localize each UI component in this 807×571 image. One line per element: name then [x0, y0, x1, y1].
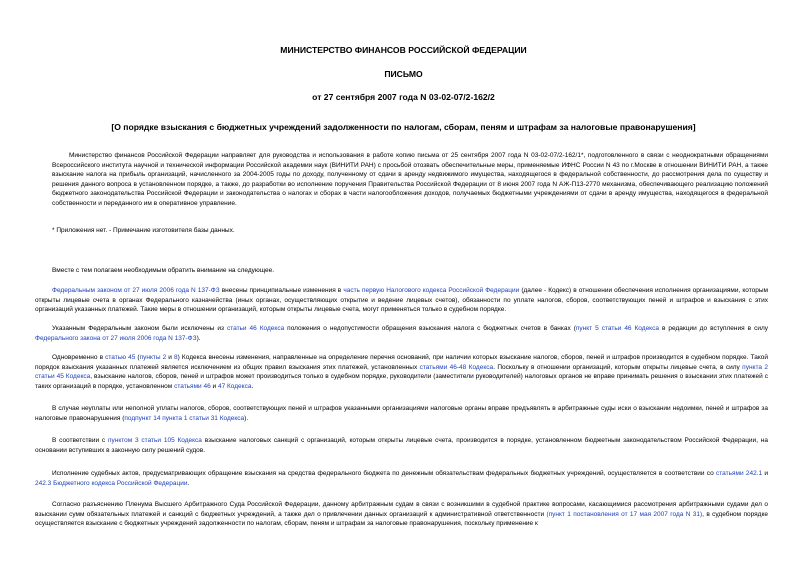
text: Указанным Федеральным законом были исключены из	[52, 325, 227, 332]
text: (далее - Кодекс) в отношении обеспечения исполнения организациями, которым открыты лицевые счета в органах Федерального казначейства (иных органах, осуществляющих открытие и ведение лицевых счетов), обязанности по уплате налогов, сборов, соответствующих пеней и штрафов и взыскания с этих организаций указанных платежей. Такие меры в отношении организаций, которым открыты лицевые счета, могут применяться только в судебном порядке.	[35, 287, 769, 313]
text: .	[187, 479, 190, 487]
link-article-242-1[interactable]: статьями 242.1	[715, 470, 763, 477]
link-federal-law-137[interactable]: Федерального закона от 27 июля 2006 года N 137-ФЗ	[35, 334, 197, 342]
ministry-title: МИНИСТЕРСТВО ФИНАНСОВ РОССИЙСКОЙ ФЕДЕРАЦИИ	[280, 45, 527, 55]
link-article-45[interactable]: статью 45	[105, 354, 136, 361]
doc-date-number: от 27 сентября 2007 года N 03-02-07/2-162/2	[312, 92, 495, 102]
text: (	[135, 354, 140, 361]
link-articles-46-48[interactable]: статьями 46-48 Кодекса	[419, 363, 494, 371]
text: и	[762, 470, 769, 477]
link-article-45-point-2[interactable]: пункта 2 статьи 45 Кодекса	[35, 363, 768, 380]
paragraph-budget-code	[35, 469, 768, 488]
paragraph-lawsuits	[35, 404, 768, 423]
text: .	[251, 382, 254, 390]
link-article-46[interactable]: статьи 46 Кодекса	[226, 325, 285, 332]
paragraph-plenum	[35, 500, 768, 529]
text: , взыскание налогов, сборов, пеней и штрафов может производиться только в судебном порядке, руководители (заместители руководителей) налоговых органов не вправе принимать решения о взыскании этих платежей с таких организаций в порядке, установленном	[35, 373, 768, 390]
paragraph-attention: Вместе с тем полагаем необходимым обратить внимание на следующее.	[52, 267, 275, 274]
doc-subject: [О порядке взыскания с бюджетных учреждений задолженности по налогам, сборам, пеням и штрафам за налоговые правонарушения]	[111, 122, 696, 132]
footnote: * Приложения нет. - Примечание изготовителя базы данных.	[52, 227, 235, 234]
link-article-47[interactable]: 47 Кодекса	[217, 382, 252, 390]
text: взыскание налоговых санкций с организаций, которым открыты лицевые счета, производится в порядке, установленном бюджетным законодательством Российской Федерации, на основании вступивших в законную силу решений судов.	[35, 437, 768, 454]
text: ).	[196, 334, 201, 342]
text: Согласно разъяснению Пленума Высшего Арбитражного Суда Российской Федерации, данному арбитражным судам в связи с возникшими в судебной практике вопросами, касающимися рассмотрения арбитражными судами дел о взыскании сумм обязательных платежей и санкций с бюджетных учреждений, а также дел о привлечении данных организаций к административной ответственности	[35, 501, 768, 518]
paragraph-federal-law	[35, 286, 768, 315]
text: и	[210, 382, 218, 390]
text: внесены принципиальные изменения в	[219, 287, 344, 294]
text: Исполнение судебных актов, предусматривающих обращение взыскания на средства федерального бюджета по денежным обязательствам федеральных бюджетных учреждений, осуществляется в соответствии со	[52, 470, 716, 477]
paragraph-article-46	[35, 324, 768, 343]
text: положения о недопустимости обращения взыскания налога с бюджетных счетов в банках (	[284, 325, 576, 332]
link-point-8[interactable]: 8	[174, 354, 178, 361]
doc-type: ПИСЬМО	[384, 69, 423, 79]
link-points-2[interactable]: пункты 2	[139, 354, 167, 361]
text: и	[166, 354, 175, 361]
text: ).	[244, 414, 249, 422]
link-article-31[interactable]: подпункт 14 пункта 1 статьи 31 Кодекса	[124, 414, 245, 422]
paragraph-article-105	[35, 436, 768, 455]
link-resolution-31[interactable]: (пункт 1 постановления от 17 мая 2007 года N 31)	[546, 510, 703, 518]
link-article-105[interactable]: пунктом 3 статьи 105 Кодекса	[107, 437, 202, 444]
link-article-46[interactable]: статьями 46	[174, 382, 211, 390]
link-budget-code[interactable]: 242.3 Бюджетного кодекса Российской Федерации	[35, 479, 188, 487]
paragraph-intro: Министерство финансов Российской Федерации направляет для руководства и использования в работе копию письма от 25 сентября 2007 года N 03-02-07/2-162/1*, подготовленного в связи с неоднократными обращениями Всероссийского института научной и технической информации Российской академии наук (ВИНИТИ РАН) с просьбой отозвать обеспечительные меры, применяемые ИФНС России N 43 по г.Москве в отношении ВИНИТИ РАН, а также взыскание налога на прибыль организаций, начисленного за 2004-2005 годы по доходу, полученному от сдачи в аренду недвижимого имущества, находящегося в федеральной собственности, до рассмотрения дела по существу и решения данного вопроса в установленном порядке, а также, до разработки во исполнение поручения Правительства Российской Федерации от 8 июня 2007 года N АЖ-П13-2770 механизма, обеспечивающего реализацию положений бюджетного законодательства Российской Федерации и законодательства о налогах и сборах в части налогообложения доходов, получаемых бюджетными учреждениями от сдачи в аренду имущества, находящегося в федеральной собственности и переданного им в оперативное управление.	[52, 152, 768, 207]
text: в редакции до вступления в силу	[658, 325, 768, 332]
text: ) Кодекса внесены изменения, направленные на определение перечня оснований, при наличии которых взыскание налогов, сборов, пеней и штрафов производится в судебном порядке. Такой порядок взыскания указанных платежей является исключением из общих правил взыскания этих платежей, установленных	[35, 354, 768, 371]
text: Одновременно в	[52, 354, 106, 361]
text: , в судебном порядке осуществляется взыскание с бюджетных учреждений задолженности по налогам, сборам, пеням и штрафам за налоговые правонарушения, поскольку применение к	[35, 510, 769, 527]
link-tax-code-part-one[interactable]: часть первую Налогового кодекса Российской Федерации	[343, 287, 520, 294]
text: . Поскольку в отношении организаций, которым открыты лицевые счета, в силу	[493, 363, 743, 371]
link-article-46-point-5[interactable]: пункт 5 статьи 46 Кодекса	[575, 325, 659, 332]
link-federal-law-137[interactable]: Федеральным законом от 27 июля 2006 года N 137-ФЗ	[52, 287, 220, 294]
text: В случае неуплаты или неполной уплаты налогов, сборов, соответствующих пеней и штрафов указанными организациями налоговые органы вправе предъявлять в арбитражные суды иски о взыскании недоимки, пеней и штрафов за налоговые правонарушения (	[35, 405, 768, 422]
paragraph-article-45	[35, 353, 768, 391]
text: В соответствии с	[52, 437, 108, 444]
